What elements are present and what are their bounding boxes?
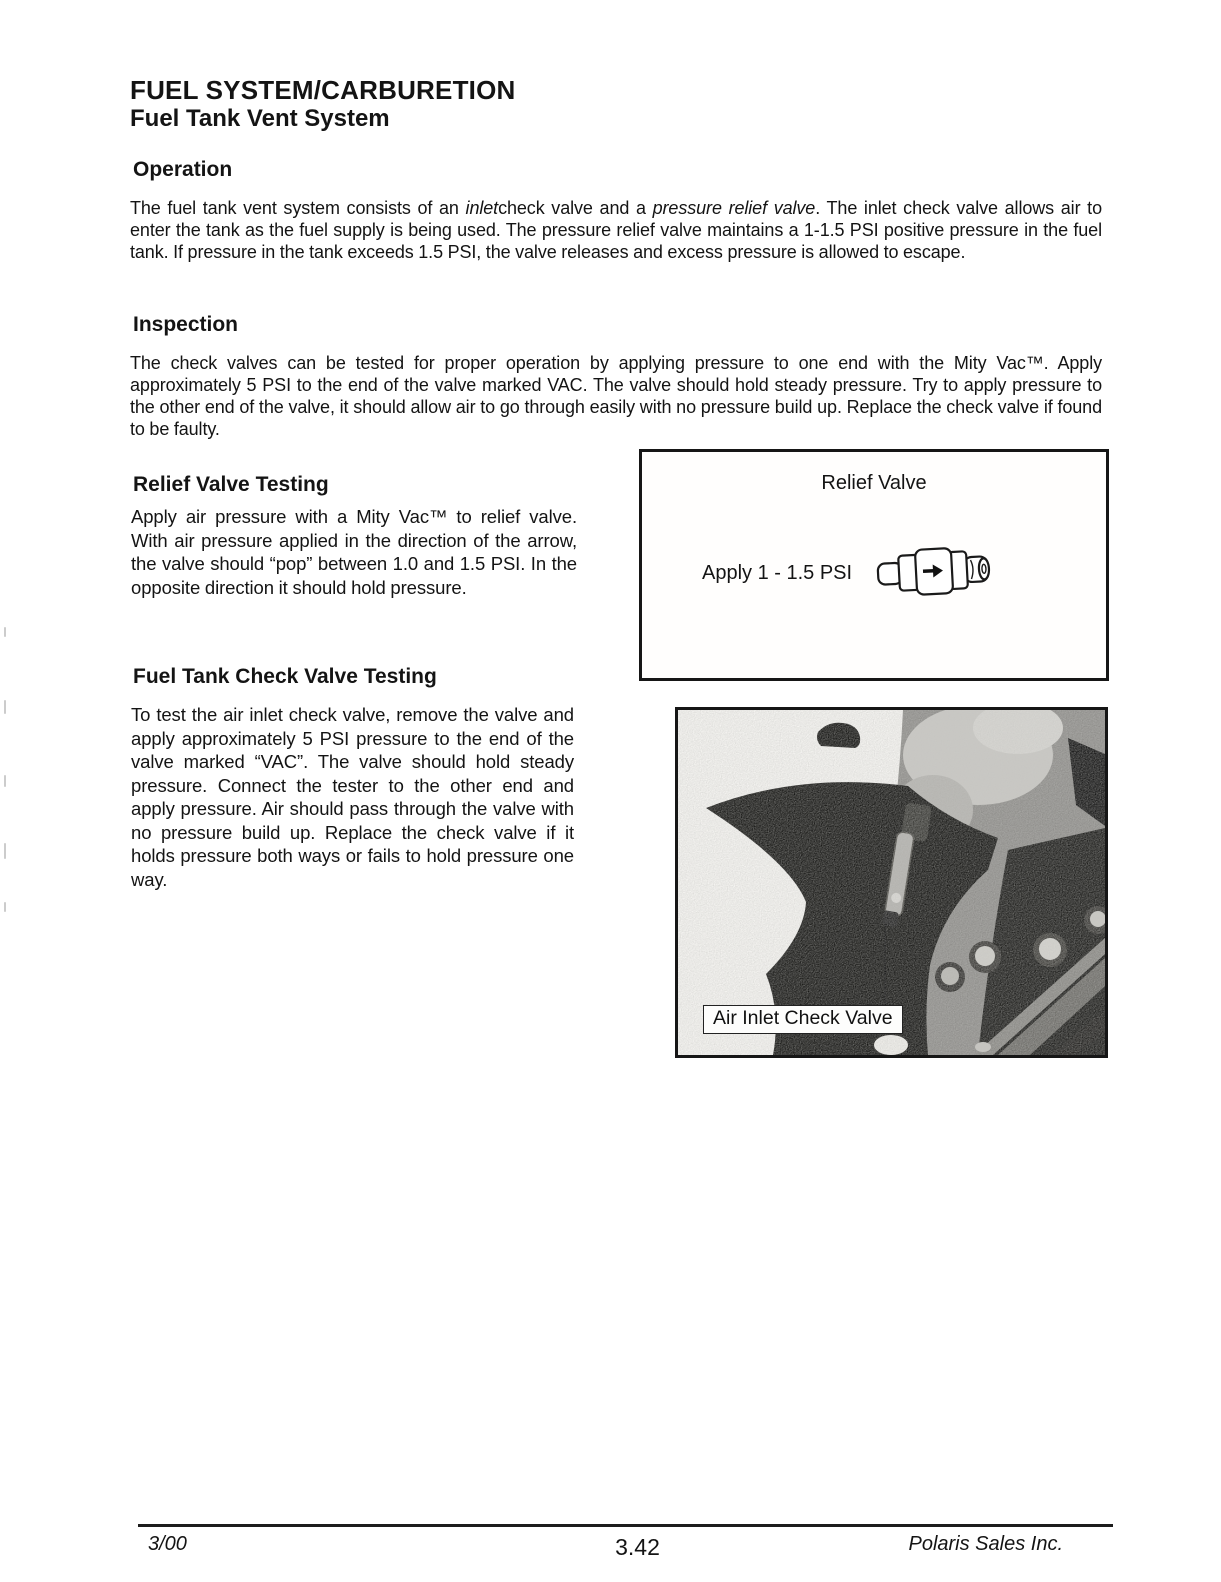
- scan-artifact: [4, 775, 6, 787]
- page-title: FUEL SYSTEM/CARBURETION: [130, 75, 516, 105]
- section-heading-inspection: Inspection: [133, 313, 239, 336]
- air-inlet-photo-figure: [675, 707, 1108, 1058]
- section-heading-relief-valve-testing: Relief Valve Testing: [133, 473, 329, 496]
- photo-caption: Air Inlet Check Valve: [703, 1005, 903, 1034]
- footer-page-number: 3.42: [615, 1534, 660, 1560]
- valve-right-opening: [978, 558, 989, 579]
- engine-compartment-photo: [678, 710, 1105, 1055]
- page-subtitle: Fuel Tank Vent System: [130, 105, 390, 132]
- operation-paragraph: The fuel tank vent system consists of an inletcheck valve and a pressure relief valve. The inlet check valve allows air to enter the tank as the fuel supply is being used. The pressure relief valve maintains a 1-1.5 PSI positive pressure in the fuel tank. If pressure in the tank exceeds 1.5 PSI, the valve releases and excess pressure is allowed to escape.: [130, 198, 1102, 262]
- fuel-tank-check-valve-testing-paragraph: To test the air inlet check valve, remove the valve and apply approximately 5 PSI pressure to the end of the valve marked “VAC”. The valve should hold steady pressure. Connect the tester to the other end and apply pressure. Air should pass through the valve with no pressure build up. Replace the check valve if it holds pressure both ways or fails to hold pressure one way.: [131, 704, 574, 890]
- inspection-paragraph: The check valves can be tested for proper operation by applying pressure to one end with the Mity Vac™. Apply approximately 5 PSI to the end of the valve marked VAC. The valve should hold steady pressure. Try to apply pressure to the other end of the valve, it should allow air to go through easily with no pressure build up. Replace the check valve if found to be faulty.: [130, 353, 1102, 439]
- section-heading-operation: Operation: [133, 158, 233, 181]
- relief-valve-testing-paragraph: Apply air pressure with a Mity Vac™ to relief valve. With air pressure applied in the direction of the arrow, the valve should “pop” between 1.0 and 1.5 PSI. In the opposite direction it should hold pressure.: [131, 506, 577, 598]
- section-heading-fuel-tank-check-valve-testing: Fuel Tank Check Valve Testing: [133, 665, 437, 688]
- scan-artifact: [4, 627, 6, 637]
- footer-rule: [138, 1524, 1113, 1527]
- footer-revision-date: 3/00: [148, 1533, 187, 1555]
- apply-pressure-label: Apply 1 - 1.5 PSI: [702, 562, 853, 584]
- footer-publisher: Polaris Sales Inc.: [908, 1533, 1063, 1555]
- relief-valve-figure: [639, 449, 1109, 681]
- scan-artifact: [4, 843, 6, 859]
- photo-grain: [678, 710, 1105, 1055]
- scan-artifact: [4, 902, 6, 912]
- check-valve-icon: [872, 542, 994, 600]
- relief-valve-figure-title: Relief Valve: [821, 472, 927, 494]
- scan-artifact: [4, 700, 6, 714]
